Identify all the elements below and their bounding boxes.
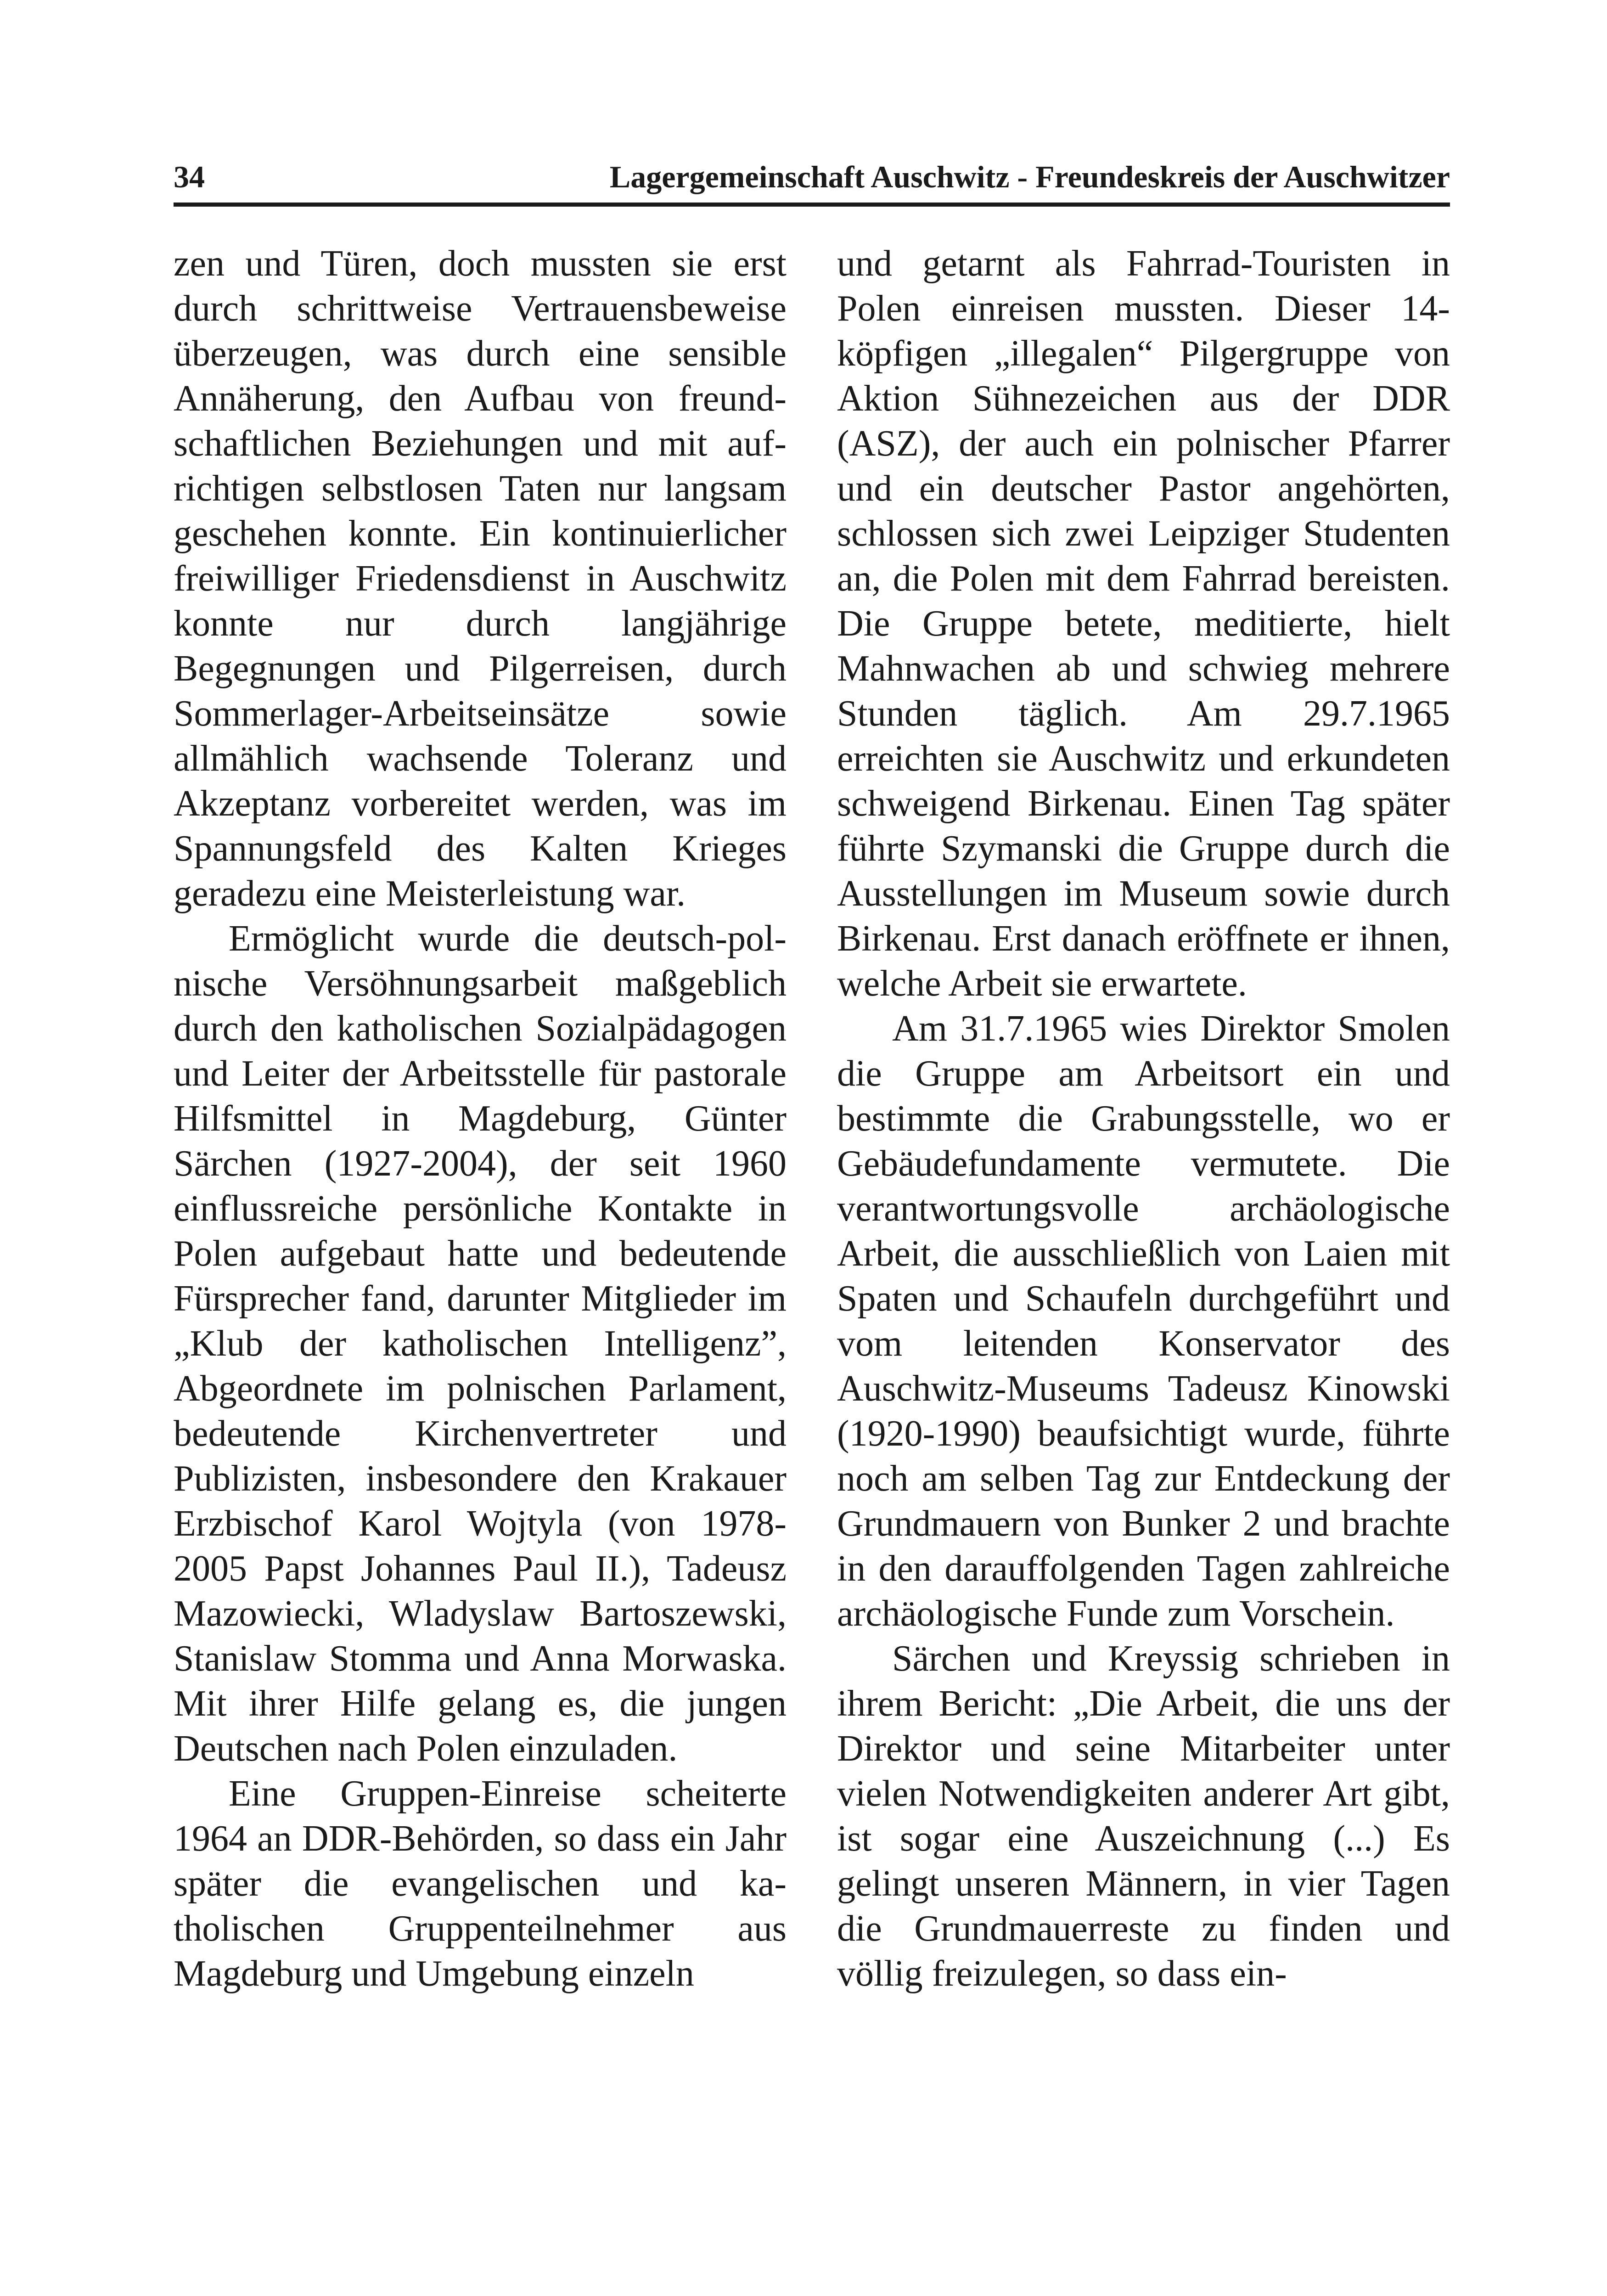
paragraph: Ermöglicht wurde die deutsch-polnische Versöhnungsarbeit maßgeblich durch den katholischen Sozialpädagogen und Leiter der Arbeitsstelle für pastorale Hilfsmittel in Magdeburg, Günter Särchen (1927-2004), der seit 1960 einflussreiche persönliche Kontakte in Polen aufgebaut hatte und bedeutende Fürsprecher fand, darunter Mitglieder im „Klub der katholischen Intelligenz”, Abgeordnete im polnischen Parlament, bedeutende Kirchenvertreter und Publizisten, insbesondere den Krakauer Erzbischof Karol Wojtyla (von 1978-2005 Papst Johannes Paul II.), Tadeusz Mazowiecki, Wladyslaw Bartoszewski, Stanislaw Stomma und Anna Morwaska. Mit ihrer Hilfe gelang es, die jungen Deutschen nach Polen einzuladen.: [174, 918, 787, 1769]
paragraph: Am 31.7.1965 wies Direktor Smolen die Gruppe am Arbeitsort ein und bestimmte die Grabungsstelle, wo er Gebäudefundamente vermutete. Die verantwortungsvolle archäologische Arbeit, die ausschließlich von Laien mit Spaten und Schaufeln durchgeführt und vom leitenden Konservator des Auschwitz-Museums Tadeusz Kinowski (1920-1990) beaufsichtigt wurde, führte noch am selben Tag zur Entdeckung der Grundmauern von Bunker 2 und brachte in den darauffolgenden Tagen zahlreiche archäologische Funde zum Vorschein.: [837, 1008, 1450, 1634]
right-column: [837, 241, 1450, 1996]
running-header-title: Lagergemeinschaft Auschwitz - Freundeskreis der Auschwitzer: [609, 159, 1450, 194]
paragraph: Särchen und Kreyssig schrieben in ihrem Bericht: „Die Arbeit, die uns der Direktor und seine Mitarbeiter unter vielen Notwendigkeiten anderer Art gibt, ist sogar eine Auszeichnung (...) Es gelingt unseren Männern, in vier Tagen die Grundmauerreste zu finden und völlig freizulegen, so dass ein-: [837, 1638, 1450, 1994]
paragraph: und getarnt als Fahrrad-Touristen in Polen einreisen mussten. Dieser 14-köpfigen „illegalen“ Pilgergruppe von Aktion Sühnezeichen aus der DDR (ASZ), der auch ein polnischer Pfarrer und ein deutscher Pastor angehörten, schlossen sich zwei Leipziger Studenten an, die Polen mit dem Fahrrad bereisten. Die Gruppe betete, meditierte, hielt Mahnwachen ab und schwieg mehrere Stunden täglich. Am 29.7.1965 erreichten sie Auschwitz und erkundeten schweigend Birkenau. Einen Tag später führte Szymanski die Gruppe durch die Ausstellungen im Museum sowie durch Birkenau. Erst danach eröffnete er ihnen, welche Arbeit sie erwartete.: [837, 243, 1450, 1004]
header-divider: [174, 203, 1450, 207]
left-column: [174, 241, 787, 1996]
page-number: 34: [174, 159, 205, 194]
running-header: [174, 158, 1450, 195]
paragraph: zen und Türen, doch mussten sie erst durch schrittweise Vertrauensbeweise überzeugen, was durch eine sensible Annäherung, den Aufbau von freundschaftlichen Beziehungen und mit aufrichtigen selbstlosen Taten nur langsam geschehen konnte. Ein kontinuierlicher freiwilliger Friedensdienst in Auschwitz konnte nur durch langjährige Begegnungen und Pilgerreisen, durch Sommerlager-Arbeitseinsätze sowie allmählich wachsende Toleranz und Akzeptanz vorbereitet werden, was im Spannungsfeld des Kalten Krieges geradezu eine Meisterleistung war.: [174, 243, 787, 914]
paragraph: Eine Gruppen-Einreise scheiterte 1964 an DDR-Behörden, so dass ein Jahr später die evangelischen und katholischen Gruppenteilnehmer aus Magdeburg und Umgebung einzeln: [174, 1773, 787, 1994]
